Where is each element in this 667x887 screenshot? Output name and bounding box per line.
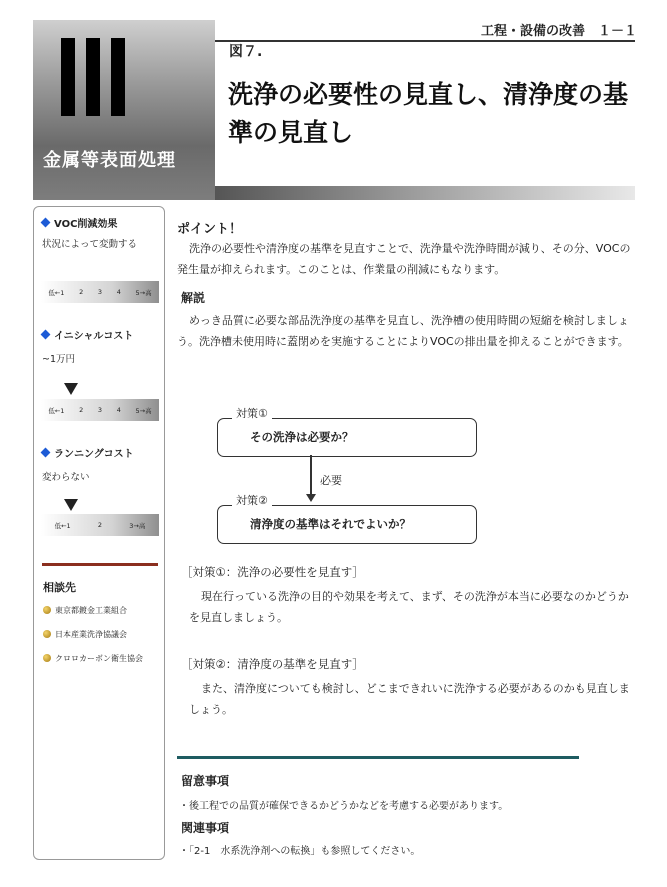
scale-tick: 低←1 [54, 521, 71, 530]
contacts-heading: 相談先 [43, 581, 76, 594]
contact-item-label: クロロカーボン衛生協会 [55, 654, 143, 663]
gold-bullet-icon [43, 654, 51, 662]
point-text: 洗浄の必要性や清浄度の基準を見直すことで、洗浄量や洗浄時間が減り、その分、VOCの発生量が抑えられます。このことは、作業量の削減にもなります。 [177, 242, 631, 276]
level-marker-icon [64, 383, 78, 395]
chapter-label: 金属等表面処理 [43, 150, 176, 171]
scale-tick: 3 [97, 288, 103, 296]
explanation-text: めっき品質に必要な部品洗浄度の基準を見直し、洗浄槽の使用時間の短縮を検討しましょう。洗浄槽未使用時に蓋閉めを実施することによりVOCの排出量を抑えることができます。 [177, 314, 629, 348]
voc-heading [42, 215, 117, 230]
explanation-heading: 解説 [181, 291, 206, 305]
caution-text: ・後工程での品質が確保できるかどうかなどを考慮する必要があります。 [179, 801, 509, 812]
scale-tick: 5→高 [135, 288, 152, 297]
contact-item-label: 日本産業洗浄協議会 [55, 630, 127, 639]
running-cost-scale [41, 514, 159, 536]
section-code: 工程・設備の改善 １－１ [480, 24, 637, 39]
scale-tick: 4 [116, 288, 121, 296]
diamond-bullet-icon [41, 218, 51, 228]
initial-cost-heading [42, 327, 133, 342]
contact-item [43, 605, 127, 616]
scale-tick: 5→高 [135, 406, 152, 415]
scale-tick: 3 [97, 406, 103, 414]
point-heading: ポイント！ [177, 222, 243, 237]
measure2-heading: ［対策②：清浄度の基準を見直す］ [181, 657, 364, 671]
scale-tick: 低←1 [48, 288, 65, 297]
gold-bullet-icon [43, 630, 51, 638]
contact-item-label: 東京都鍍金工業組合 [55, 606, 127, 615]
contact-item [43, 629, 127, 640]
sidebar [33, 206, 165, 860]
scale-tick: 2 [79, 288, 84, 296]
measure2-text: また、清浄度についても検討し、どこまできれいに洗浄する必要があるのかも見直しましょう。 [189, 682, 630, 716]
scale-tick: 2 [79, 406, 84, 414]
initial-cost-heading-label: イニシャルコスト [54, 331, 134, 342]
flow-box-2-tag: 対策② [232, 492, 272, 508]
scale-tick: 4 [116, 406, 121, 414]
page-title: 洗浄の必要性の見直し、清浄度の基準の見直し [228, 80, 629, 147]
flow-box-1-text: その洗浄は必要か？ [250, 430, 354, 444]
header-top-rule [215, 40, 635, 42]
flow-box-2-text: 清浄度の基準はそれでよいか？ [250, 517, 411, 531]
chapter-numeral-graphic [61, 38, 125, 116]
diamond-bullet-icon [41, 330, 51, 340]
flow-connector [310, 455, 312, 497]
section-divider [177, 756, 579, 759]
gold-bullet-icon [43, 606, 51, 614]
flow-box-1-tag: 対策① [232, 405, 272, 421]
related-heading: 関連事項 [181, 821, 230, 835]
measure1-text: 現在行っている洗浄の目的や効果を考えて、まず、その洗浄が本当に必要なのかどうかを見直しましょう。 [189, 590, 629, 624]
level-marker-icon [64, 499, 78, 511]
caution-heading: 留意事項 [181, 774, 230, 788]
sidebar-divider [42, 563, 158, 566]
diamond-bullet-icon [41, 448, 51, 458]
initial-cost-value: ~1万円 [42, 354, 76, 365]
contact-item [43, 653, 143, 664]
scale-tick: 3→高 [129, 521, 146, 530]
flow-arrow-label: 必要 [320, 474, 342, 487]
initial-cost-scale [41, 399, 159, 421]
voc-scale [41, 281, 159, 303]
chapter-box [33, 20, 215, 200]
voc-value: 状況によって変動する [42, 239, 138, 250]
scale-tick: 低←1 [48, 406, 65, 415]
running-cost-heading-label: ランニングコスト [54, 449, 134, 460]
scale-tick: 2 [97, 521, 103, 529]
arrow-down-icon [306, 494, 316, 502]
figure-number: 図７. [229, 44, 263, 60]
voc-heading-label: VOC削減効果 [54, 219, 118, 230]
related-text: ・「2-1 水系洗浄剤への転換」も参照してください。 [179, 846, 421, 857]
header-bottom-bar [215, 186, 635, 200]
running-cost-heading [42, 445, 134, 460]
running-cost-value: 変わらない [42, 472, 90, 483]
measure1-heading: ［対策①：洗浄の必要性を見直す］ [181, 565, 364, 579]
